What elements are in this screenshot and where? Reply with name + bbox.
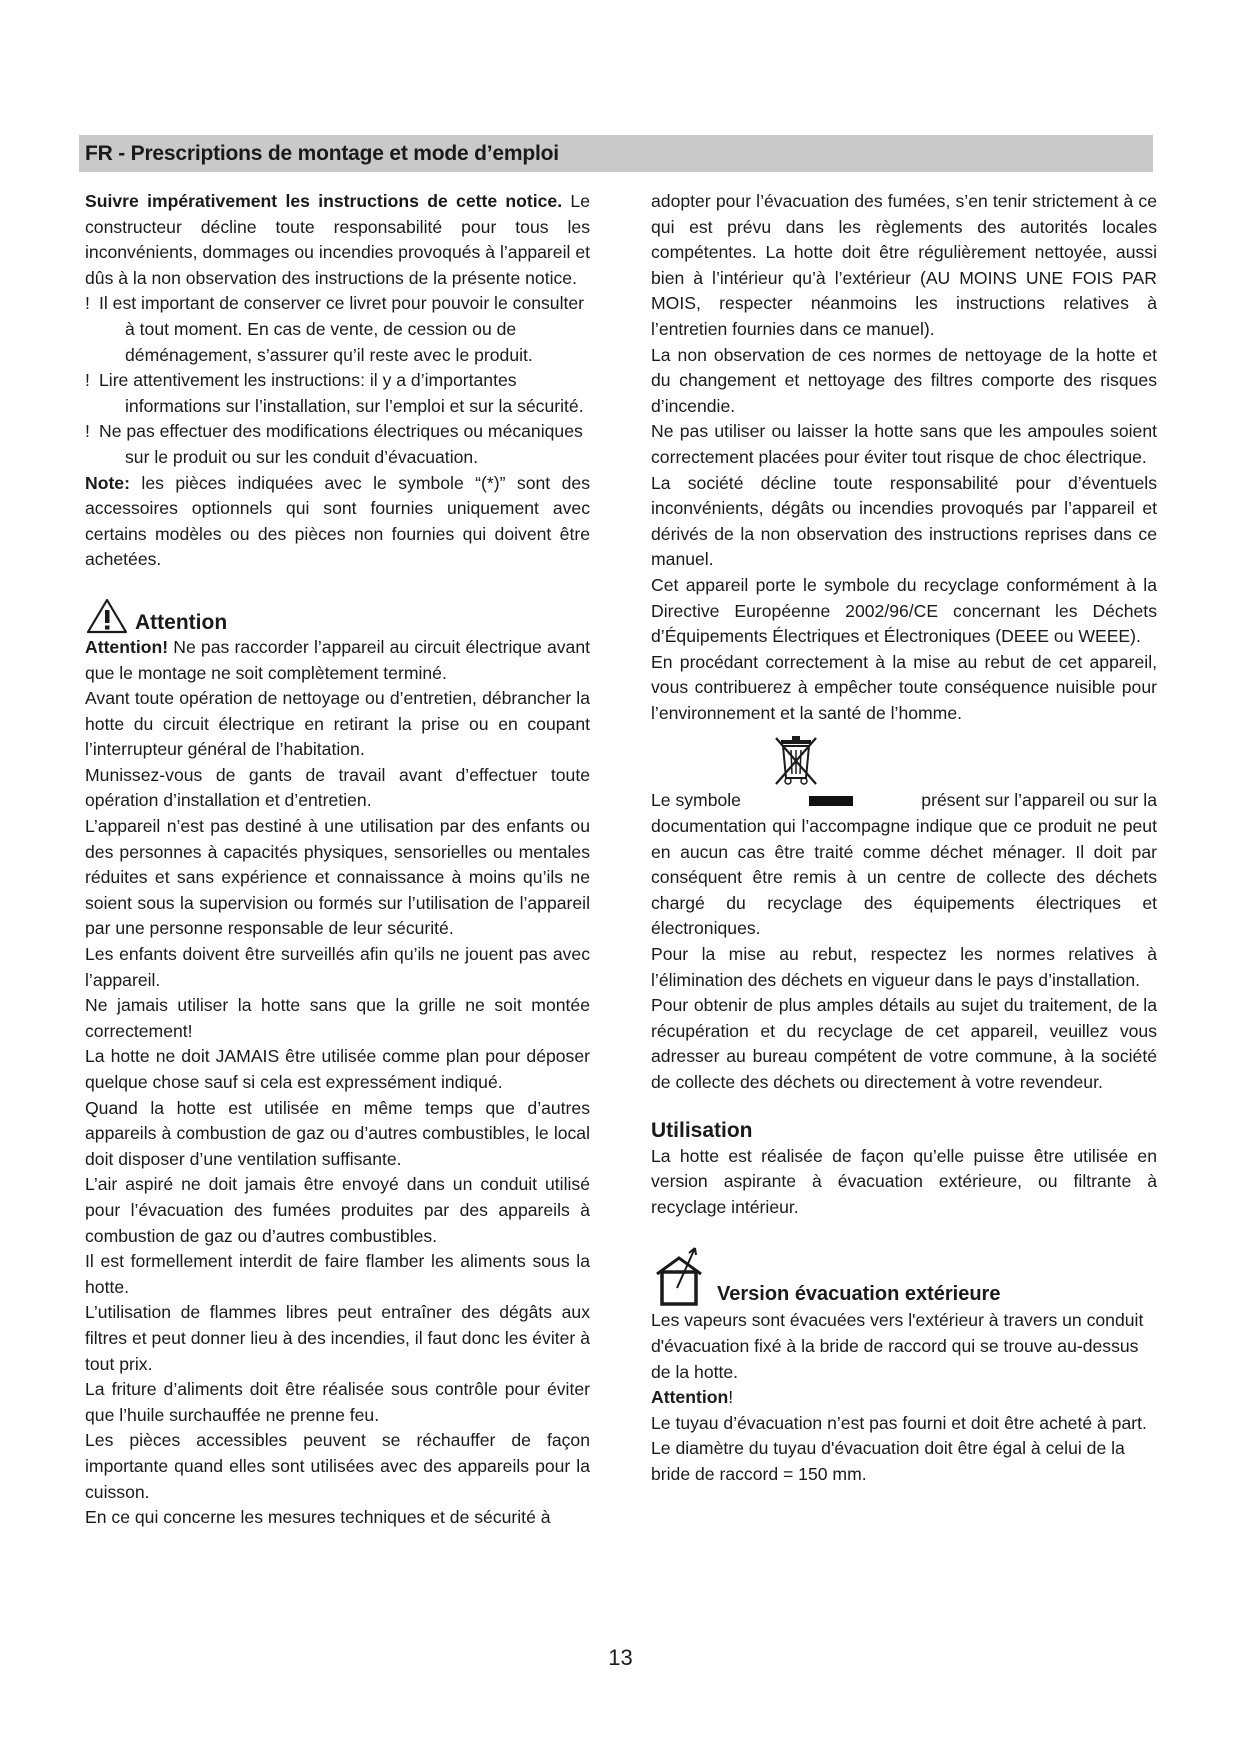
paragraph: Les enfants doivent être surveillés afin qu’ils ne jouent pas avec l’appareil. [85, 944, 590, 990]
bullet-item: ! Ne pas effectuer des modifications électriques ou mécaniques sur le produit ou sur les conduit d’évacuation. [85, 421, 583, 467]
attention-line: Attention! [651, 1387, 734, 1408]
bullet-item: ! Il est important de conserver ce livret pour pouvoir le consulter à tout moment. En cas de vente, de cession ou de déménagement, s’assurer qu’il reste avec le produit. [85, 293, 585, 365]
attention-label: Attention [651, 1387, 729, 1408]
version-title: Version évacuation extérieure [717, 1283, 1001, 1306]
paragraph: Quand la hotte est utilisée en même temps que d’autres appareils à combustion de gaz ou d’autres combustibles, le local doit disposer d’une ventilation suffisante. [85, 1097, 590, 1169]
paragraph: L’air aspiré ne doit jamais être envoyé dans un conduit utilisé pour l’évacuation des fumées produites par des appareils à combustion de gaz ou d’autres combustibles. [85, 1174, 590, 1246]
paragraph: En procédant correctement à la mise au rebut de cet appareil, vous contribuerez à empêcher toute conséquence nuisible pour l’environnement et la santé de l’homme. [651, 651, 1157, 723]
intro-bold: Suivre impérativement les instructions de cette notice. [85, 191, 563, 211]
paragraph: Les vapeurs sont évacuées vers l'extérieur à travers un conduit d'évacuation fixé à la bride de raccord qui se trouve au-dessus de la hotte. [651, 1310, 1144, 1382]
paragraph: Ne pas utiliser ou laisser la hotte sans que les ampoules soient correctement placées pour éviter tout risque de choc électrique. [651, 421, 1157, 467]
paragraph: Il est formellement interdit de faire flamber les aliments sous la hotte. [85, 1251, 590, 1297]
paragraph: L’appareil n’est pas destiné à une utilisation par des enfants ou des personnes à capacités physiques, sensorielles ou mentales réduites et sans expérience et connaissance à moins qu’ils ne soient sous la supervision ou formés sur l’utilisation de l’appareil par une personne responsable de leur sécurité. [85, 816, 590, 939]
attention-paragraph: Attention! Ne pas raccorder l’appareil au circuit électrique avant que le montage ne soit complètement terminé. [85, 636, 590, 683]
paragraph: Les pièces accessibles peuvent se réchauffer de façon importante quand elles sont utilisées avec des appareils pour la cuisson. [85, 1430, 590, 1502]
paragraph: La friture d’aliments doit être réalisée sous contrôle pour éviter que l’huile surchauffée ne prenne feu. [85, 1379, 590, 1425]
paragraph: Avant toute opération de nettoyage ou d’entretien, débrancher la hotte du circuit électrique en retirant la prise ou en coupant l’interrupteur général de l’habitation. [85, 688, 590, 760]
paragraph: Munissez-vous de gants de travail avant d’effectuer toute opération d’installation et d’entretien. [85, 764, 590, 811]
paragraph: La société décline toute responsabilité pour d’éventuels inconvénients, dégâts ou incendies provoqués par l’appareil et dérivés de la non observation des instructions reprises dans ce manuel. [651, 472, 1157, 570]
utilisation-title: Utilisation [651, 1118, 753, 1142]
paragraph: L’utilisation de flammes libres peut entraîner des dégâts aux filtres et peut donner lieu à des incendies, il faut donc les éviter à tout prix. [85, 1302, 590, 1374]
note-label: Note: [85, 472, 130, 493]
intro-text: Le constructeur décline toute responsabilité pour tous les inconvénients, dommages ou incendies provoqués à l’appareil et dûs à la non observation des instructions de la présente notice. [85, 191, 590, 288]
paragraph: Cet appareil porte le symbole du recyclage conformément à la Directive Européenne 2002/96/CE concernant les Déchets d’Équipements Électriques et Électroniques (DEEE ou WEEE). [651, 574, 1157, 647]
paragraph: Ne jamais utiliser la hotte sans que la grille ne soit montée correctement! [85, 995, 590, 1041]
weee-bin-icon [771, 734, 1157, 788]
paragraph: documentation qui l’accompagne indique que ce produit ne peut en aucun cas être traité comme déchet ménager. Il doit par conséquent être remis à un centre de collecte des déchets chargé du recyclage des équipements électriques et électroniques. [651, 816, 1157, 939]
paragraph: La hotte est réalisée de façon qu’elle puisse être utilisée en version aspirante à évacuation extérieure, ou filtrante à recyclage intérieur. [651, 1145, 1157, 1217]
section-header [79, 135, 1153, 172]
paragraph: Le diamètre du tuyau d'évacuation doit être égal à celui de la bride de raccord = 150 mm. [651, 1438, 1125, 1484]
note-paragraph: Note: les pièces indiquées avec le symbole “(*)” sont des accessoires optionnels qui sont fournies uniquement avec certains modèles ou des pièces non fournies qui doivent être achetées. [85, 472, 590, 570]
bullet-item: ! Lire attentivement les instructions: il y a d’importantes informations sur l’installation, sur l’emploi et sur la sécurité. [85, 370, 584, 416]
paragraph: Pour la mise au rebut, respectez les normes relatives à l’élimination des déchets en vigueur dans le pays d’installation. [651, 944, 1157, 990]
right-column [651, 189, 1157, 1488]
attention-heading [85, 595, 590, 635]
weee-bar-icon [809, 796, 853, 806]
house-exhaust-icon [651, 1244, 713, 1308]
paragraph: Pour obtenir de plus amples détails au sujet du traitement, de la récupération et du recyclage de cet appareil, veuillez vous adresser au bureau compétent de votre commune, à la société de collecte des déchets ou directement à votre revendeur. [651, 995, 1157, 1092]
paragraph: Le tuyau d’évacuation n’est pas fourni et doit être acheté à part. [651, 1412, 1147, 1433]
paragraph: En ce qui concerne les mesures techniques et de sécurité à [85, 1507, 551, 1528]
page-number: 13 [608, 1645, 633, 1670]
paragraph: adopter pour l’évacuation des fumées, s’en tenir strictement à ce qui est prévu dans les règlements des autorités locales compétentes. La hotte doit être régulièrement nettoyée, aussi bien à l’intérieur qu’à l’extérieur (AU MOINS UNE FOIS PAR MOIS, respecter néanmoins les instructions relatives à l’entretien fournies dans ce manuel). [651, 191, 1157, 339]
attention-title: Attention [135, 610, 228, 634]
paragraph: La hotte ne doit JAMAIS être utilisée comme plan pour déposer quelque chose sauf si cela est expressément indiqué. [85, 1046, 590, 1092]
attention-label: Attention! [85, 636, 169, 657]
warning-icon [85, 597, 129, 635]
paragraph: La non observation de ces normes de nettoyage de la hotte et du changement et nettoyage des filtres comporte des risques d’incendie. [651, 344, 1157, 416]
version-heading [651, 1244, 1157, 1308]
left-column [85, 189, 590, 1531]
intro-paragraph [85, 189, 590, 291]
symbol-line: Le symbole présent sur l’appareil ou sur la [651, 790, 1157, 811]
section-title: FR - Prescriptions de montage et mode d’emploi [85, 141, 559, 165]
